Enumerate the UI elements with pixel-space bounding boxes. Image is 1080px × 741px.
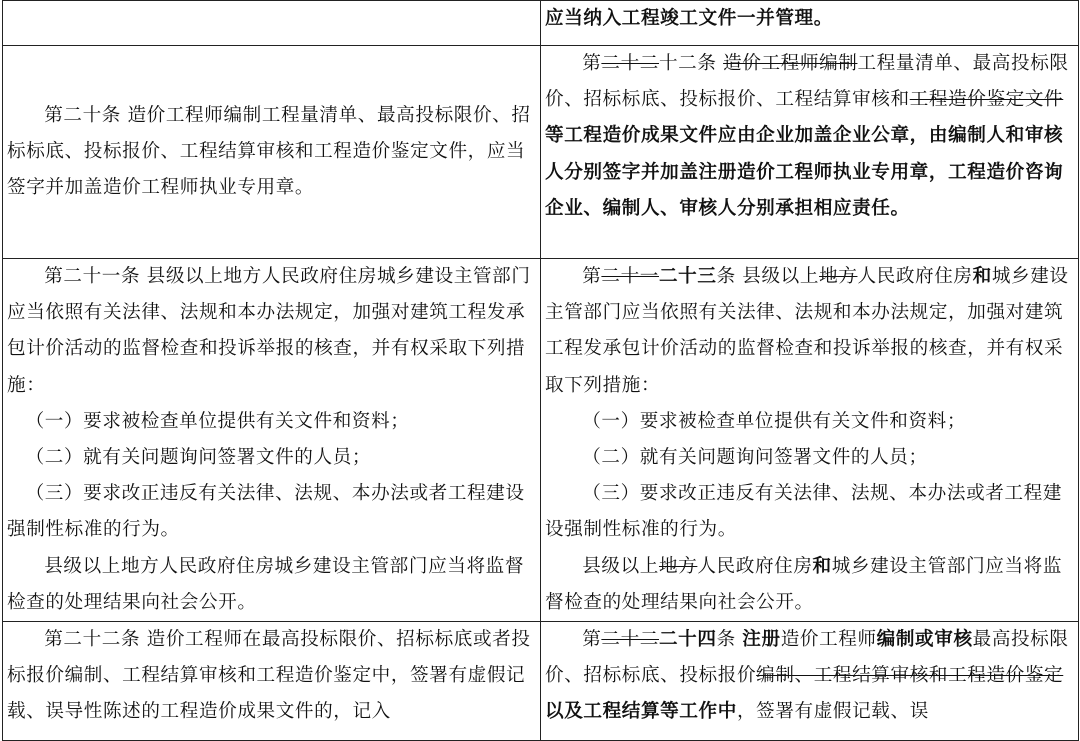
old-article-21-item: （二）就有关问题询问签署文件的人员； [25,447,372,469]
deleted-text: 地方 [658,555,698,577]
new-article-23-intro [545,259,1074,404]
old-text-cell [3,46,541,259]
deleted-text: 工程造价鉴定文件 [909,89,1064,111]
old-text-cell [3,622,541,741]
new-text-cell [541,622,1079,741]
inserted-text: 和 [812,555,832,577]
text-run: 最高投标限价、招标标底、投标报价 [545,629,1069,687]
inserted-text: 以及工程结算等工作中 [545,701,737,723]
inserted-text: 二十四 [658,629,717,651]
deleted-text: 二十二 [601,629,659,651]
old-article-20: 第二十条 造价工程师编制工程量清单、最高投标限价、招标标底、投标报价、工程结算审核和工程造价鉴定文件，应当签字并加盖造价工程师执业专用章。 [7,104,531,199]
old-article-21-item: （一）要求被检查单位提供有关文件和资料； [25,410,410,432]
text-run: 人民政府住房 [857,266,973,287]
text-run: 条 [716,629,743,651]
text-run: 条 [697,53,724,74]
text-run: 造价工程师 [780,629,877,651]
old-article-21-item: （三）要求改正违反有关法律、法规、本办法或者工程建设强制性标准的行为。 [7,483,525,541]
old-article-22: 第二十二条 造价工程师在最高投标限价、招标标底或者投标报价编制、工程结算审核和工程造价鉴定中，签署有虚假记载、误导性陈述的工程造价成果文件的，记入 [7,629,531,723]
old-article-21-intro: 第二十一条 县级以上地方人民政府住房城乡建设主管部门应当依照有关法律、法规和本办法规定，加强对建筑工程发承包计价活动的监督检查和投诉举报的核查，并有权采取下列措施： [7,266,531,396]
inserted-text: 编制或审核 [876,629,973,651]
text-run: 县级以上 [582,555,659,577]
text-run: 工程量清单、最高投标限价、招标标底、投标报价、工程结算审核和 [545,53,1069,111]
text-run: 第 [582,266,602,287]
inserted-text: 二十三 [658,266,717,287]
inserted-text: 注册 [742,629,781,651]
deleted-text: 二十二 [601,53,659,74]
deleted-text: 编制、工程结算审核和工程造价鉴定 [756,665,1064,687]
text-run: 第 [582,629,602,651]
text-run: 人民政府住房 [697,555,813,577]
text-run: 第 [582,53,602,74]
new-article-23-item: （三）要求改正违反有关法律、法规、本办法或者工程建设强制性标准的行为。 [545,483,1063,541]
new-article-24 [545,622,1074,731]
deleted-text: 地方 [819,266,858,287]
text-run: 十二 [658,53,698,74]
new-text-cell [541,259,1079,622]
table-row [3,46,1079,259]
text-run: ，签署有虚假记载、误 [736,701,929,723]
text-run: 条 县级以上 [716,266,820,287]
old-article-21-closing: 县级以上地方人民政府住房城乡建设主管部门应当将监督检查的处理结果向社会公开。 [7,555,525,613]
old-text-cell [3,259,541,622]
new-article-text [545,1,1074,37]
new-article-23-item: （二）就有关问题询问签署文件的人员； [582,447,928,469]
inserted-text: 应当纳入工程竣工文件一并管理。 [545,8,833,29]
table-row [3,259,1079,622]
inserted-text: 和 [972,266,992,287]
comparison-table [2,0,1079,741]
text-run: 城乡建设主管部门应当将监督检查的处理结果向社会公开。 [545,555,1063,613]
new-text-cell [541,46,1079,259]
table-row [3,622,1079,741]
deleted-text: 造价工程师编制 [723,53,858,74]
new-article-23-closing [545,549,1074,621]
new-article-22 [545,46,1074,227]
table-row [3,1,1079,46]
inserted-text: 等工程造价成果文件应由企业加盖企业公章，由编制人和审核人分别签字并加盖注册造价工程师执业专用章，工程造价咨询企业、编制人、审核人分别承担相应责任。 [545,125,1064,219]
new-text-cell [541,1,1079,46]
new-article-23-item: （一）要求被检查单位提供有关文件和资料； [582,410,967,432]
old-text-cell [3,1,541,46]
deleted-text: 二十一 [601,266,659,287]
text-run: 城乡建设主管部门应当依照有关法律、法规和本办法规定，加强对建筑工程发承包计价活动的监督检查和投诉举报的核查，并有权采取下列措施： [545,266,1069,396]
